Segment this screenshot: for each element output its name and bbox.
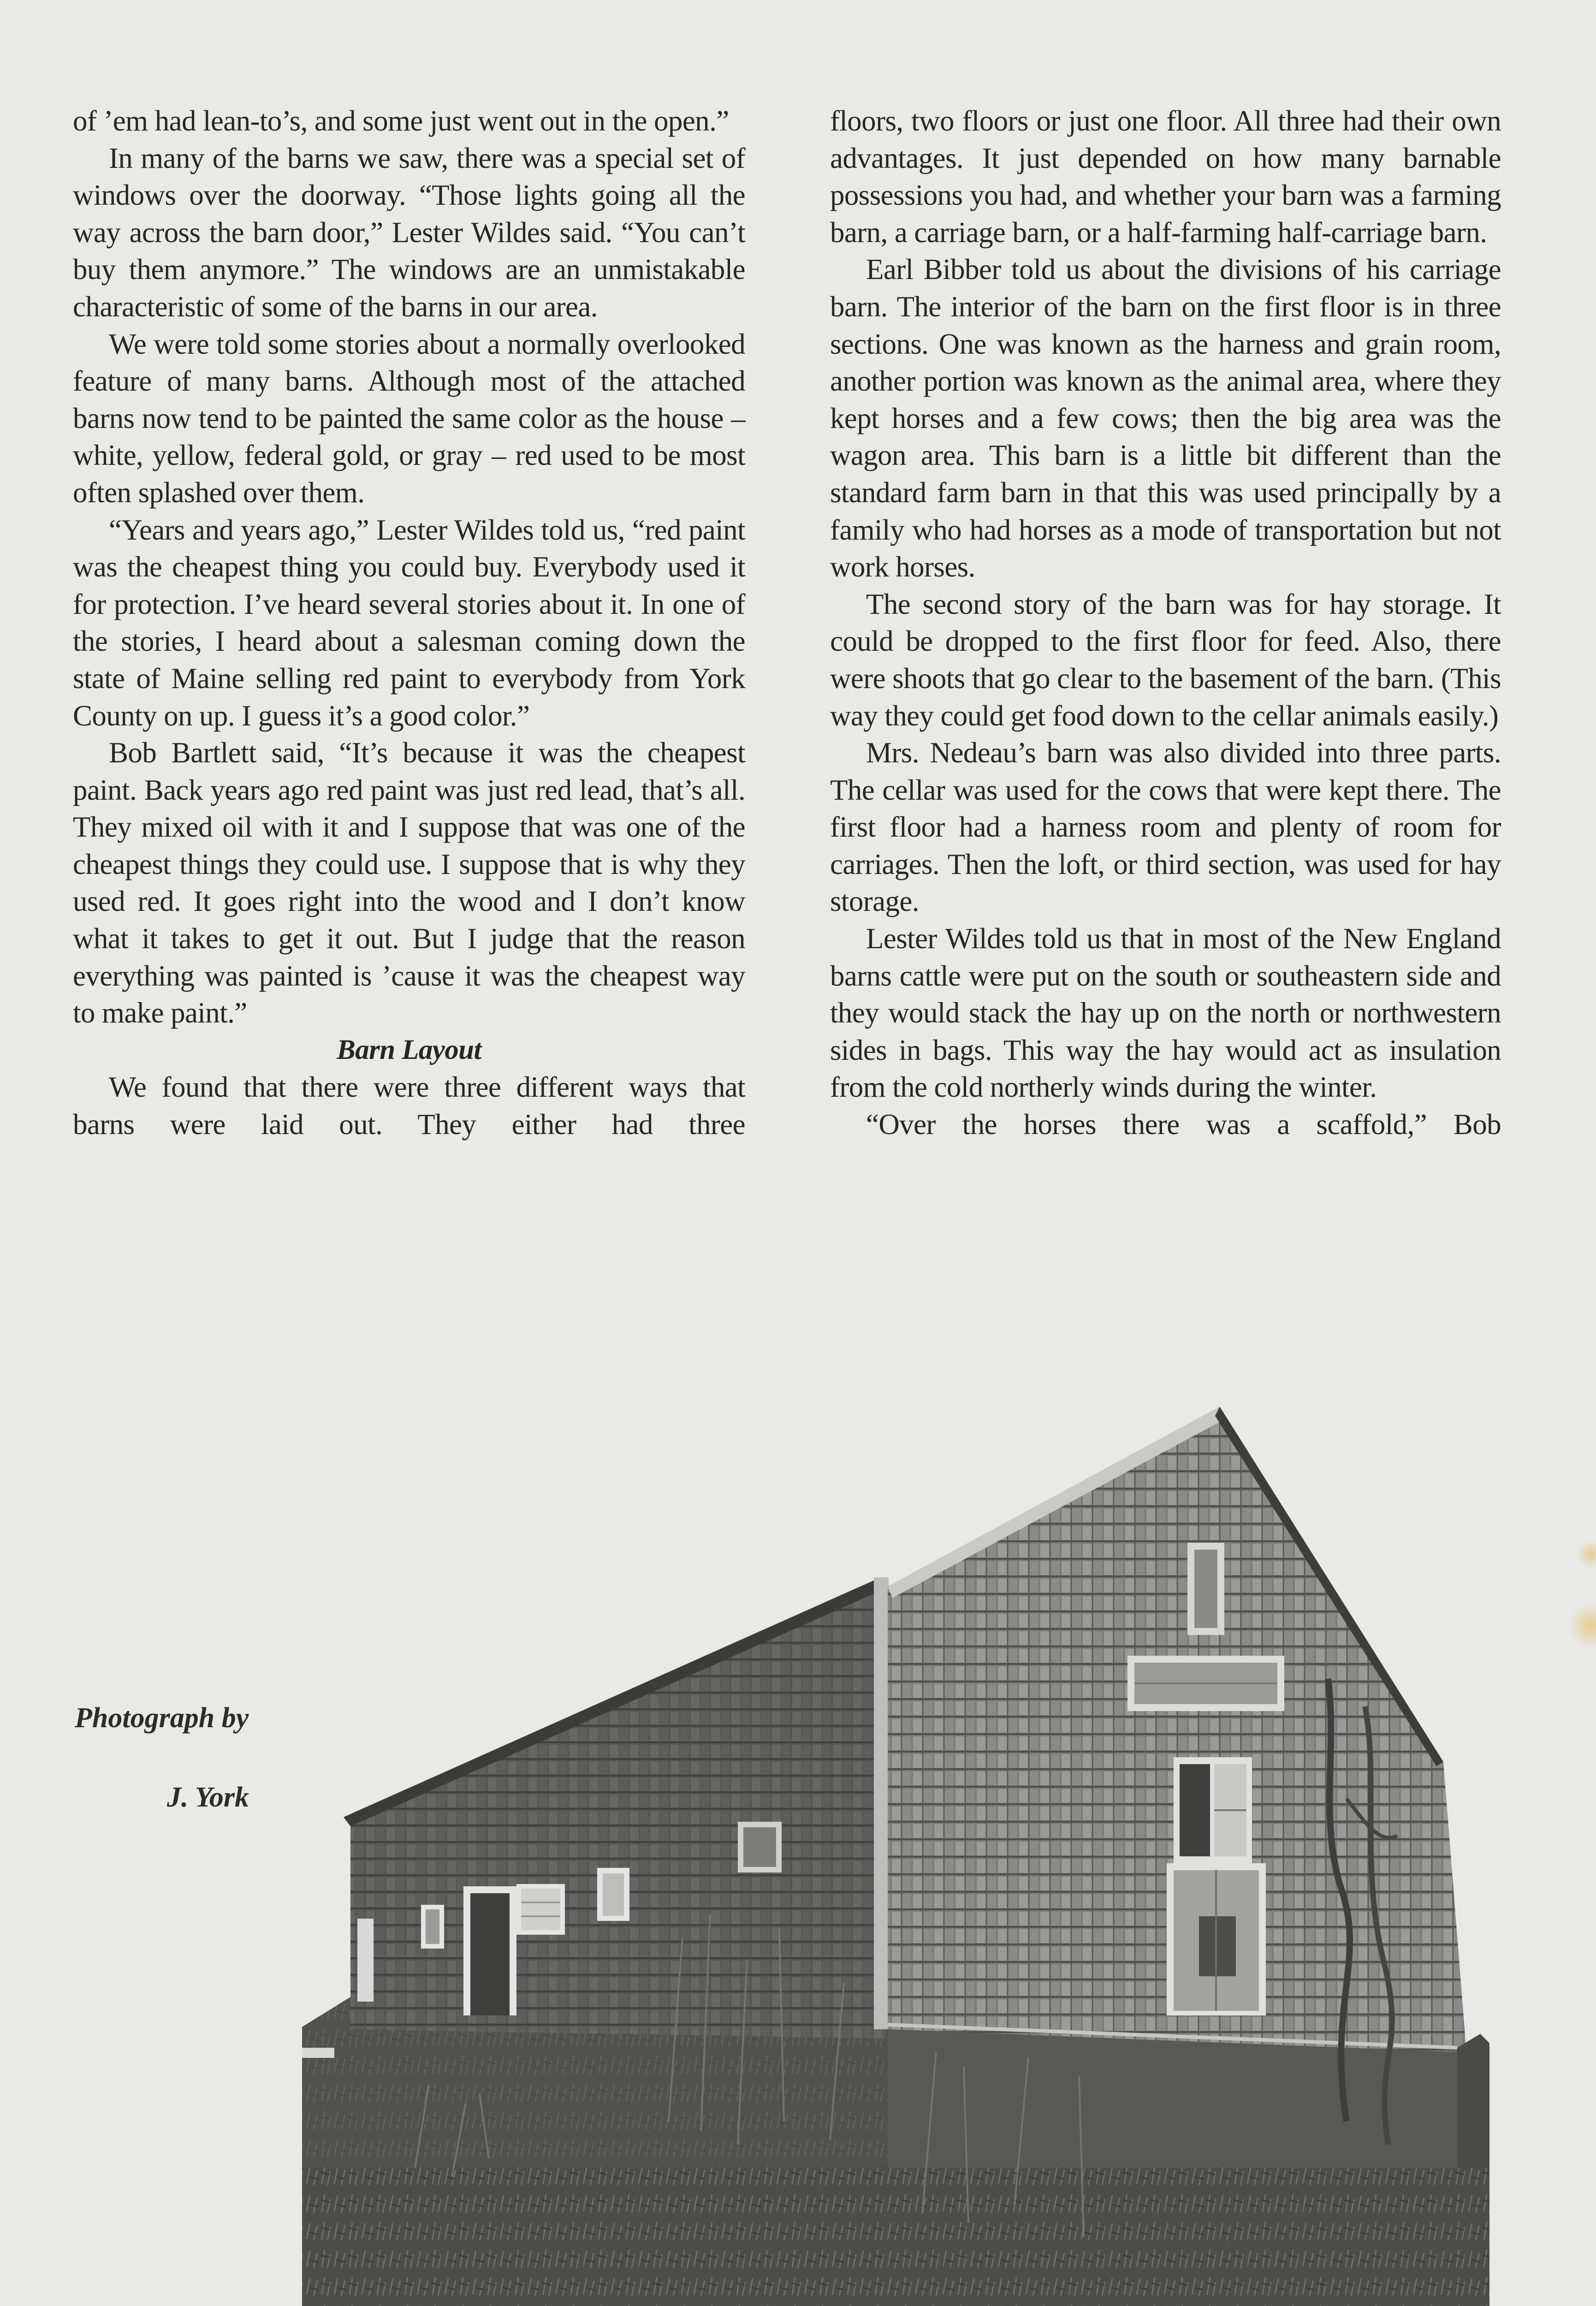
section-heading: Barn Layout bbox=[337, 1034, 481, 1065]
barn-side-wall bbox=[344, 1577, 890, 2039]
paragraph: We were told some stories about a normally overlooked feature of many barns. Although most of the attached barns now tend to be painted the same color as the house – white, yellow, federal gold, or gray – red used to be most often splashed over them. bbox=[73, 327, 745, 509]
paragraph: Lester Wildes told us that in most of the New England barns cattle were put on the south or southeastern side and they would stack the hay up on the north or northwestern sides in bags. This way the hay would act as insulation from the cold northerly winds during the winter. bbox=[830, 922, 1501, 1104]
paragraph: Earl Bibber told us about the divisions of his carriage barn. The interior of the barn on the first floor is in three sections. One was known as the harness and grain room, another portion was known as the animal area, where they kept horses and a few cows; then the big area was the wagon area. This barn is a little bit different than the standard farm barn in that this was used principally by a family who had horses as a mode of transportation but not work horses. bbox=[830, 253, 1501, 583]
paragraph: Mrs. Nedeau’s barn was also divided into three parts. The cellar was used for the cows that were kept there. The first floor had a harness room and plenty of room for carriages. Then the loft, or third section, was used for hay storage. bbox=[830, 737, 1501, 918]
right-column bbox=[830, 102, 1501, 1143]
shrub bbox=[1457, 2034, 1489, 2168]
photo-credit-name: J. York bbox=[167, 1782, 249, 1813]
paragraph: We found that there were three different ways that barns were laid out. They either had three bbox=[73, 1071, 745, 1141]
paragraph: “Years and years ago,” Lester Wildes told us, “red paint was the cheapest thing you could buy. Everybody used it for protection. I’ve heard several stories about it. In one of the stories, I heard about a salesman coming down the state of Maine selling red paint to everybody from York County on up. I guess it’s a good color.” bbox=[73, 513, 745, 732]
board bbox=[302, 2048, 334, 2058]
photo-credit-label: Photograph by bbox=[75, 1702, 249, 1734]
paper-stain bbox=[1577, 1540, 1596, 1568]
ground bbox=[302, 1960, 1489, 2306]
left-column bbox=[73, 102, 745, 1143]
paragraph: “Over the horses there was a scaffold,” Bob bbox=[866, 1108, 1501, 1141]
paragraph: floors, two floors or just one floor. All three had their own advantages. It just depended on how many barnable possessions you had, and whether your barn was a farming barn, a carriage barn, or a half-farming half-carriage barn. bbox=[830, 105, 1501, 249]
paper-stain bbox=[1570, 1600, 1596, 1651]
paragraph: Bob Bartlett said, “It’s because it was the cheapest paint. Back years ago red paint was just red lead, that’s all. They mixed oil with it and I suppose that was one of the cheapest things they could use. I suppose that is why they used red. It goes right into the wood and I don’t know what it takes to get it out. But I judge that the reason everything was painted is ’cause it was the cheapest way to make paint.” bbox=[73, 737, 745, 1029]
paragraph: In many of the barns we saw, there was a special set of windows over the doorway. “Those lights going all the way across the barn door,” Lester Wildes said. “You can’t buy them anymore.” The windows are an unmistakable characteristic of some of the barns in our area. bbox=[73, 142, 745, 323]
barn-gable-end bbox=[888, 1407, 1466, 2168]
weeds bbox=[415, 1914, 1084, 2237]
paragraph: of ’em had lean-to’s, and some just went out in the open.” bbox=[73, 105, 729, 137]
paragraph: The second story of the barn was for hay storage. It could be dropped to the first floor for feed. Also, there were shoots that go clear to the basement of the barn. (This way they could get food down to the cellar animals easily.) bbox=[830, 588, 1501, 732]
